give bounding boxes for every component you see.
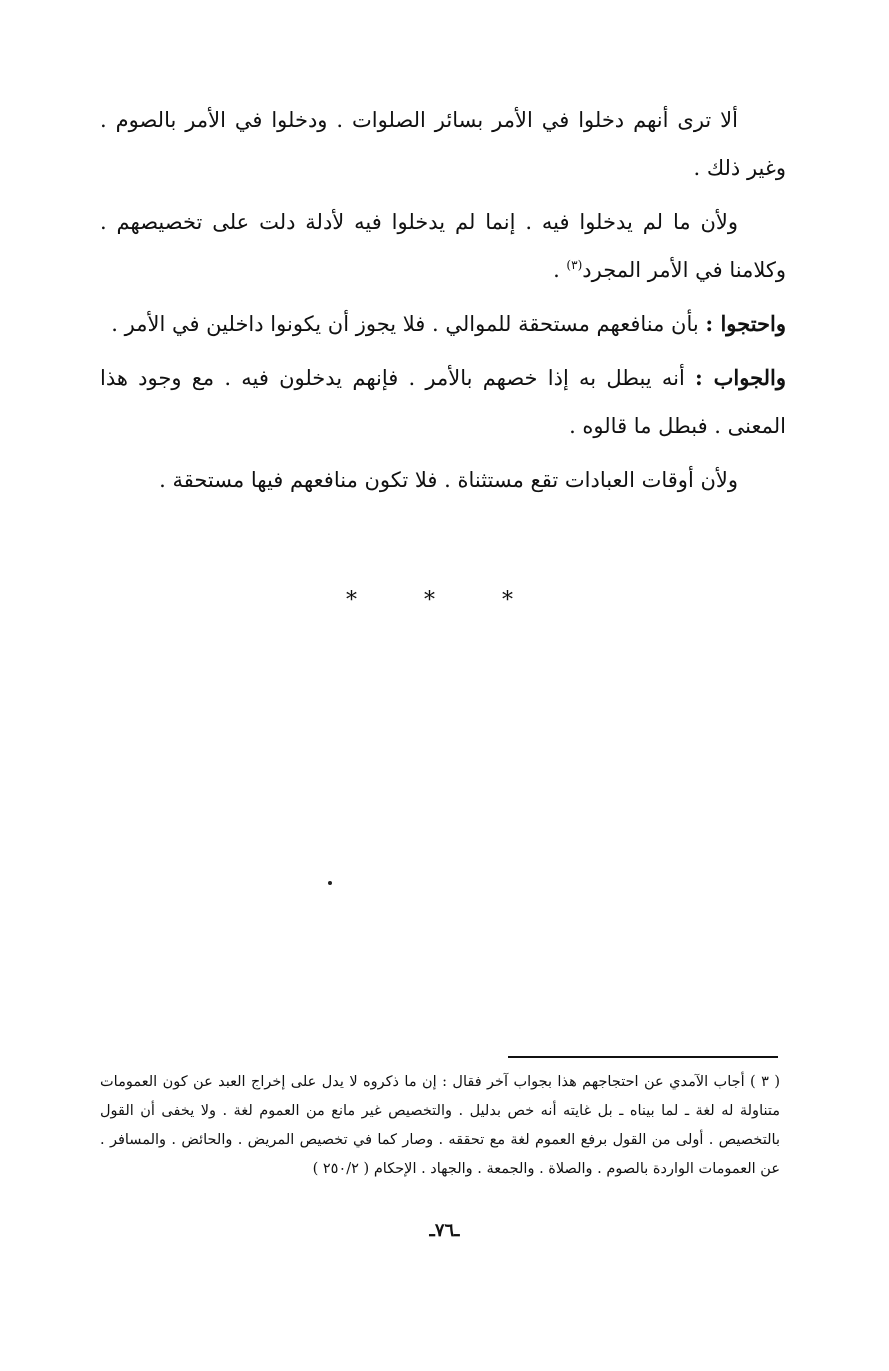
- paragraph-4: [100, 354, 786, 450]
- paragraph-3: [100, 300, 786, 348]
- footnote-reference[interactable]: (٣): [566, 258, 583, 272]
- paragraph-1: [100, 96, 786, 192]
- paragraph-2: [100, 198, 786, 294]
- paragraph-3-text: بأن منافعهم مستحقة للموالي . فلا يجوز أن يكونوا داخلين في الأمر .: [111, 312, 706, 336]
- main-text: [100, 96, 786, 510]
- paragraph-1-text: ألا ترى أنهم دخلوا في الأمر بسائر الصلوات . ودخلوا في الأمر بالصوم . وغير ذلك .: [100, 108, 786, 180]
- footnote-divider: [508, 1056, 778, 1058]
- page-number: ـ٧٦ـ: [429, 1220, 460, 1241]
- paragraph-5: [100, 456, 786, 504]
- objection-term: واحتجوا :: [705, 311, 786, 336]
- paragraph-5-text: ولأن أوقات العبادات تقع مستثناة . فلا تكون منافعهم فيها مستحقة .: [159, 468, 738, 492]
- paragraph-4-text: أنه يبطل به إذا خصهم بالأمر . فإنهم يدخلون فيه . مع وجود هذا المعنى . فبطل ما قالوه .: [100, 366, 786, 438]
- paragraph-2-text: ولأن ما لم يدخلوا فيه . إنما لم يدخلوا فيه لأدلة دلت على تخصيصهم . وكلامنا في الأمر المجرد: [100, 210, 786, 282]
- answer-term: والجواب :: [695, 365, 787, 390]
- footnote: [100, 1068, 780, 1184]
- footnote-text: ( ٣ ) أجاب الآمدي عن احتجاجهم هذا بجواب آخر فقال : إن ما ذكروه لا يدل على إخراج العبد عن كون العمومات متناولة له لغة ـ لما بيناه ـ بل غايته أنه خص بدليل . والتخصيص غير مانع من العموم لغة . ولا يخفى أن القول بالتخصيص . أولى من القول برفع العموم لغة مع تحققه . وصار كما في تخصيص المريض . والحائض . والمسافر . عن العمومات الواردة بالصوم . والصلاة . والجمعة . والجهاد . الإحكام ( ٢٥٠/٢ ): [100, 1074, 780, 1177]
- section-separator: * * *: [346, 588, 543, 613]
- stray-mark: [328, 881, 332, 885]
- paragraph-2-end: .: [553, 258, 567, 282]
